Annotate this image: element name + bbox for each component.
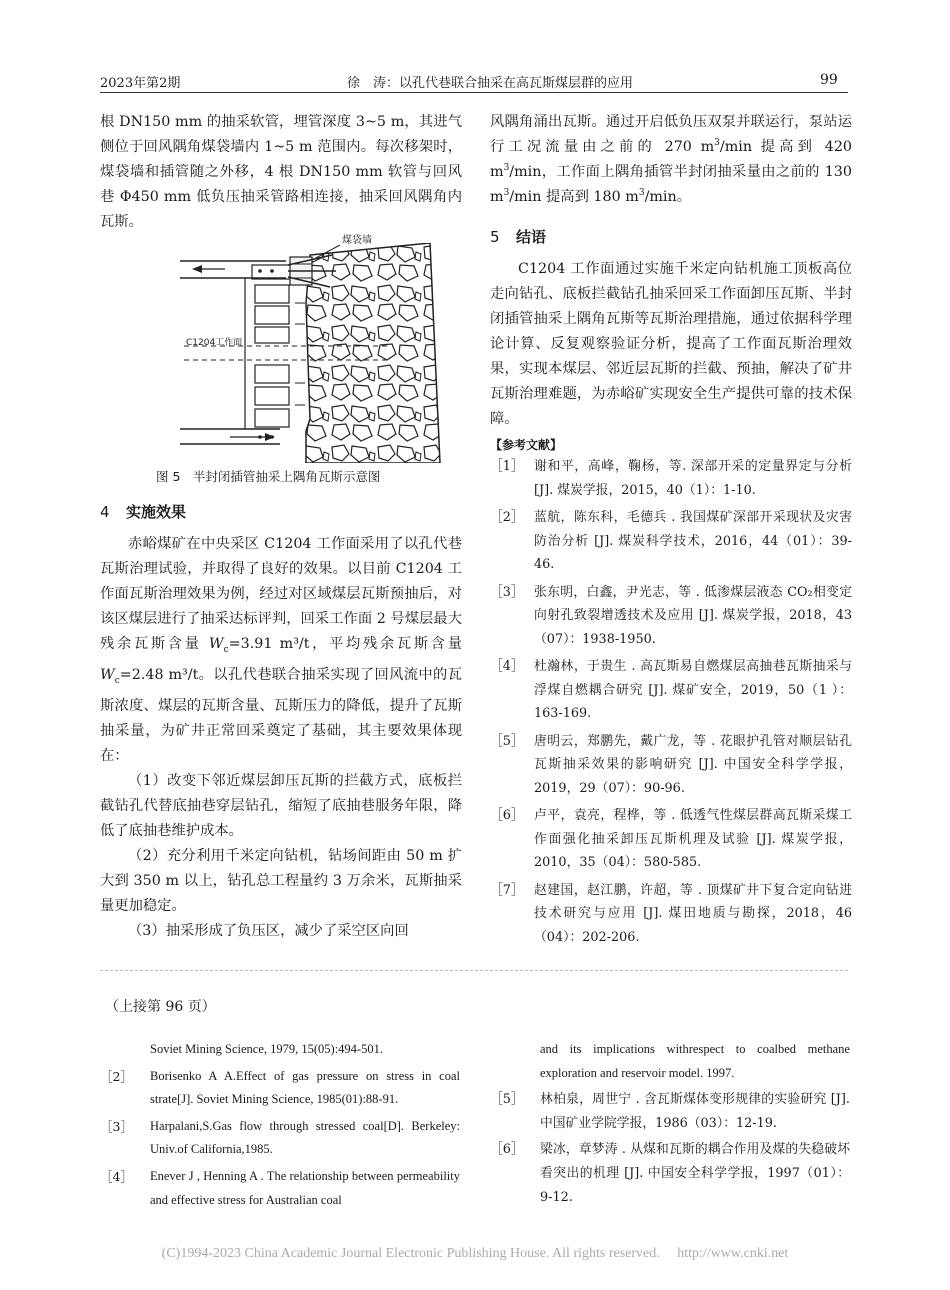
reference-text: 卢平，袁亮，程桦，等 . 低透气性煤层群高瓦斯采煤工作面强化抽采卸压瓦斯机理及试验 [J]. 煤炭学报，2010，35（04）：580-585. (534, 808, 852, 870)
header-rule (100, 92, 848, 93)
reference-text: Harpalani,S.Gas flow through stressed coal[D]. Berkeley: Univ.of California,1985. (150, 1118, 460, 1157)
effect-item-3: （3）抽采形成了负压区，减少了采空区向回 (128, 922, 409, 939)
section-title: 实施效果 (126, 503, 187, 521)
text-run: /min 提高到 180 m (509, 189, 639, 205)
superscript: 3 (503, 188, 510, 199)
reference-item (490, 1088, 850, 1135)
right-column (490, 110, 852, 949)
text-run: 赤峪煤矿在中央采区 C1204 工作面采用了以孔代巷瓦斯治理试验，并取得了良好的效果。以目前 C1204 工作面瓦斯治理效果为例，经过对区域煤层瓦斯预抽后，对该区煤层进行了抽采达标评判，回采工作面 2 号煤层最大残余瓦斯含量 (100, 536, 462, 652)
text-run: /min，工作面上隅角插管半封闭抽采量由之前的 130 m (490, 164, 852, 205)
reference-number: ［2］ (100, 1068, 133, 1084)
reference-text: 梁冰，章梦涛 . 从煤和瓦斯的耦合作用及煤的失稳破坏看突出的机理 [J]. 中国安全科学学报，1997（01）：9-12. (540, 1142, 850, 1205)
reference-number: ［3］ (100, 1118, 133, 1134)
reference-text: 赵建国，赵江鹏，许超，等 . 顶煤矿井下复合定向钻进技术研究与应用 [J]. 煤田地质与勘探，2018，46（04）：202-206. (534, 882, 852, 945)
continued-from-note: （上接第 96 页） (105, 999, 216, 1015)
reference-number: ［3］ (490, 584, 524, 600)
reference-number: ［5］ (490, 1092, 524, 1108)
effects-paragraph (100, 532, 462, 769)
symbol-w: W (208, 636, 224, 652)
text-run: 风隅角涌出瓦斯。通过开启低负压双泵并联运行，泵站运行工况流量由之前的 270 m (490, 114, 852, 155)
reference-text: 蓝航，陈东科，毛德兵 . 我国煤矿深部开采现状及灾害防治分析 [J]. 煤炭科学技术，2016，44（01）：39-46. (534, 510, 852, 572)
reference-number: ［5］ (490, 733, 524, 749)
reference-item (490, 581, 852, 652)
bottom-right-references (490, 1038, 850, 1209)
text-run: =3.91 m³/t，平均残余瓦斯含量 (228, 636, 462, 652)
reference-text: Soviet Mining Science, 1979, 15(05):494-501. (150, 1042, 383, 1056)
subscript: c (223, 644, 229, 655)
references-heading: 【参考文献】 (490, 438, 563, 452)
reference-number: ［6］ (490, 808, 524, 823)
reference-text: 杜瀚林，于贵生 . 高瓦斯易自燃煤层高抽巷瓦斯抽采与浮煤自燃耦合研究 [J]. 煤矿安全，2019，50（1 ）：163-169. (534, 659, 852, 721)
effect-item-2: （2）充分利用千米定向钻机，钻场间距由 50 m 扩大到 350 m 以上，钻孔总工程量约 3 万余米，瓦斯抽采量更加稳定。 (100, 847, 462, 914)
text-run: /min 提高到 420 m (490, 139, 853, 180)
section-number: 4 (100, 503, 110, 521)
reference-text: Enever J , Henning A . The relationship between permeability and effective stress for Australian coal (150, 1168, 460, 1207)
running-title: 徐 涛：以孔代巷联合抽采在高瓦斯煤层群的应用 (346, 76, 633, 91)
figure-caption: 图 5 半封闭插管抽采上隅角瓦斯示意图 (156, 469, 381, 484)
text-run: =2.48 m³/t。以孔代巷联合抽采实现了回风流中的瓦斯浓度、煤层的瓦斯含量、瓦斯压力的降低，提升了瓦斯抽采量，为矿井正常回采奠定了基础，其主要效果体现在： (100, 666, 462, 764)
reference-item (100, 1165, 460, 1212)
reference-number: ［4］ (490, 659, 524, 674)
journal-issue: 2023年第2期 (100, 76, 181, 91)
bottom-left-references (100, 1038, 460, 1212)
section-separator (100, 970, 848, 971)
reference-text: 唐明云，郑鹏先，戴广龙，等 . 花眼护孔管对顺层钻孔瓦斯抽采效果的影响研究 [J]. 中国安全科学学报，2019，29（07）：90-96. (534, 733, 852, 796)
reference-item (490, 879, 852, 950)
superscript: 3 (714, 138, 720, 149)
reference-text: 谢和平，高峰，鞠杨，等. 深部开采的定量界定与分析 [J]. 煤炭学报，2015，40（1）：1-10. (534, 459, 852, 498)
reference-text: 张东明，白鑫，尹光志，等 . 低渗煤层液态 CO₂相变定向射孔致裂增透技术及应用 [J]. 煤炭学报，2018，43（07）：1938-1950. (534, 584, 852, 647)
superscript: 3 (638, 188, 645, 199)
figure-label-working-face: C1204工作面 (186, 338, 243, 348)
reference-item (490, 455, 852, 502)
section-5-heading (490, 226, 852, 247)
reference-number: ［6］ (490, 1142, 524, 1158)
reference-item (490, 655, 852, 726)
reference-item (490, 1038, 850, 1085)
reference-item (490, 804, 852, 875)
reference-text: 林柏泉，周世宁 . 含瓦斯煤体变形规律的实验研究 [J]. 中国矿业学院学报，1986（03）：12-19. (540, 1092, 850, 1131)
section-title: 结语 (516, 228, 547, 246)
reference-number: ［7］ (490, 882, 524, 898)
figure-label-coal-bag-wall: 煤袋墙 (342, 235, 372, 246)
reference-item (490, 506, 852, 577)
section-4-heading (100, 501, 462, 522)
symbol-w: W (100, 666, 115, 683)
goaf-diagram (100, 243, 462, 463)
effect-item-1: （1）改变下邻近煤层卸压瓦斯的拦截方式，底板拦截钻孔代替底抽巷穿层钻孔，缩短了底抽巷服务年限，降低了底抽巷维护成本。 (100, 772, 463, 839)
reference-text: and its implications withrespect to coalbed methane exploration and reservoir model. 1997. (540, 1042, 850, 1080)
reference-item (100, 1115, 460, 1162)
reference-number: ［1］ (490, 459, 524, 474)
copyright-footer: (C)1994-2023 China Academic Journal Electronic Publishing House. All rights reserved. http://www.cnki.net (161, 1246, 789, 1261)
section-number: 5 (490, 228, 500, 246)
continued-paragraph (490, 110, 852, 210)
reference-item (100, 1065, 460, 1112)
left-column (100, 110, 462, 944)
reference-list (490, 455, 852, 949)
reference-number: ［4］ (100, 1168, 133, 1184)
reference-item (490, 1138, 850, 1209)
reference-text: Borisenko A A.Effect of gas pressure on stress in coal strate[J]. Soviet Mining Science, 1985(01):88-91. (150, 1068, 460, 1107)
reference-item (490, 730, 852, 801)
conclusion-paragraph: C1204 工作面通过实施千米定向钻机施工顶板高位走向钻孔、底板拦截钻孔抽采回采工作面卸压瓦斯、半封闭插管抽采上隅角瓦斯等瓦斯治理措施，通过依据科学理论计算、反复观察验证分析，提高了工作面瓦斯治理效果，实现本煤层、邻近层瓦斯的拦截、预抽，解决了矿井瓦斯治理难题，为赤峪矿实现安全生产提供可靠的技术保障。 (490, 261, 852, 427)
subscript: c (114, 675, 120, 686)
intro-paragraph: 根 DN150 mm 的抽采软管，埋管深度 3~5 m，其进气侧位于回风隅角煤袋墙内 1~5 m 范围内。每次移架时，煤袋墙和插管随之外移，4 根 DN150 mm 软管与回风巷 Φ450 mm 低负压抽采管路相连接，抽采回风隅角内瓦斯。 (100, 114, 462, 230)
figure-5 (100, 235, 462, 463)
reference-number: ［2］ (490, 510, 524, 525)
superscript: 3 (503, 163, 510, 174)
reference-item (100, 1038, 460, 1062)
text-run: /min。 (644, 189, 692, 205)
page-number: 99 (820, 72, 838, 88)
